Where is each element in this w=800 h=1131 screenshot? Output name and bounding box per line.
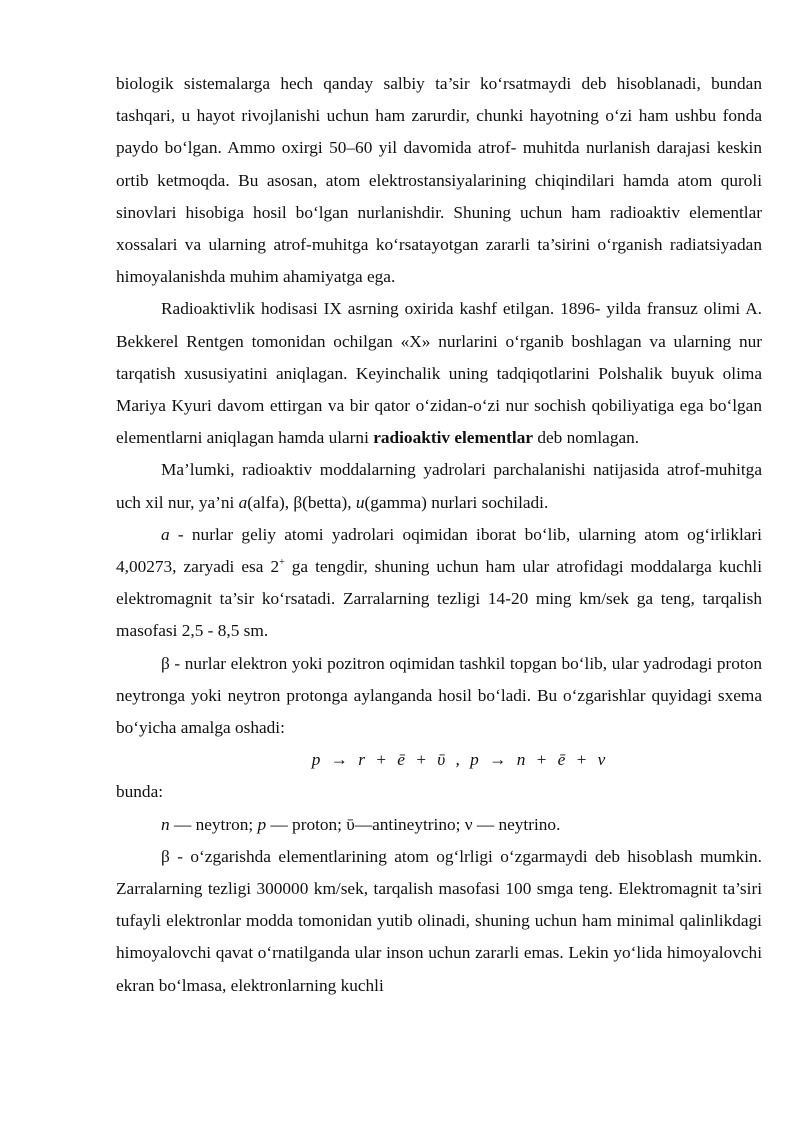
paragraph-2 (116, 293, 762, 454)
neutron-text: — neytron; (169, 814, 258, 834)
paragraph-3-start: Ma’lumki, radioaktiv moddalarning yadrolari parchalanishi natijasida atrof-muhitga uch xil nur, ya’ni (116, 460, 762, 512)
term-radioaktiv-elementlar: radioaktiv elementlar (373, 428, 534, 448)
bunda-label: bunda: (116, 782, 164, 802)
alpha-rays-symbol: a (161, 524, 170, 544)
paragraph-4-tail: ga tengdir, shuning uchun ham ular atrofidagi moddalarga kuchli elektromagnit ta’sir ko‘rsatadi. Zarralarning tezligi 14-20 ming km/sek ga teng, tarqalish masofasi 2,5 - 8,5 sm. (116, 557, 762, 641)
paragraph-6: β - o‘zgarishda elementlarining atom og‘lrligi o‘zgarmaydi deb hisoblash mumkin. Zarralarning tezligi 300000 km/sek, tarqalish masofasi 100 smga teng. Elektromagnit ta’siri tufayli elektronlar modda tomonidan yutib olinadi, shuning uchun ham minimal qalinlikdagi himoyalovchi qavat o‘rnatilganda ular inson uchun zararli emas. Lekin yo‘lida himoyalovchi ekran bo‘lmasa, elektronlarning kuchli (116, 846, 762, 995)
paragraph-2-tail: deb nomlagan. (533, 428, 640, 448)
paragraph-5: β - nurlar elektron yoki pozitron oqimidan tashkil topgan bo‘lib, ular yadrodagi proton neytronga yoki neytron protonga aylanganda hosil bo‘ladi. Bu o‘zgarishlar quyidagi sxema bo‘yicha amalga oshadi: (116, 653, 762, 738)
document-page (116, 68, 762, 1002)
charge-superscript: + (279, 557, 285, 569)
paragraph-2-text: Radioaktivlik hodisasi IX asrning oxirida kashf etilgan. 1896- yilda fransuz olimi A. Bekkerel Rentgen tomonidan ochilgan «X» nurlarini o‘rganib boshlagan va ularning nur tarqatish xususiyatini aniqlagan. Keyinchalik uning tadqiqotlarini Polshalik buyuk olima Mariya Kyuri davom ettirgan va bir qator o‘zidan-o‘zi nur sochish qobiliyatiga ega bo‘lgan elementlarni aniqlagan hamda ularni (116, 299, 762, 448)
neutron-symbol: n (161, 814, 170, 834)
paragraph-3-alpha-text: (alfa), β(betta), (247, 492, 356, 512)
paragraph-3-gamma-text: (gamma) nurlari sochiladi. (364, 492, 549, 512)
gamma-symbol: u (355, 492, 365, 512)
beta-decay-formula: p → r + ē + ῡ , p → n + ē + ν (311, 750, 607, 770)
paragraph-3 (116, 454, 762, 518)
paragraph-1: biologik sistemalarga hech qanday salbiy ta’sir ko‘rsatmaydi deb hisoblanadi, bundan tashqari, u hayot rivojlanishi uchun ham zarurdir, chunki hayotning o‘zi ham ushbu fonda paydo bo‘lgan. Ammo oxirgi 50–60 yil davomida atrof- muhitda nurlanish darajasi keskin ortib ketmoqda. Bu asosan, atom elektrostansiyalarining chiqindilari hamda atom quroli sinovlari hisobiga hosil bo‘lgan nurlanishdir. Shuning uchun ham radioaktiv elementlar xossalari va ularning atrof-muhitga ko‘rsatayotgan zararli ta’sirini o‘rganish radiatsiyadan himoyalanishda muhim ahamiyatga ega. (116, 74, 762, 287)
proton-text: — proton; ῡ—antineytrino; ν — neytrino. (266, 814, 561, 834)
paragraph-4-start: - nurlar geliy atomi yadrolari oqimidan iborat bo‘lib, ularning atom og‘irliklari 4,00273, zaryadi esa 2 (116, 524, 762, 577)
proton-symbol: p (257, 814, 267, 834)
alpha-symbol: a (238, 492, 248, 512)
paragraph-4 (116, 519, 762, 648)
symbol-legend (116, 809, 762, 841)
